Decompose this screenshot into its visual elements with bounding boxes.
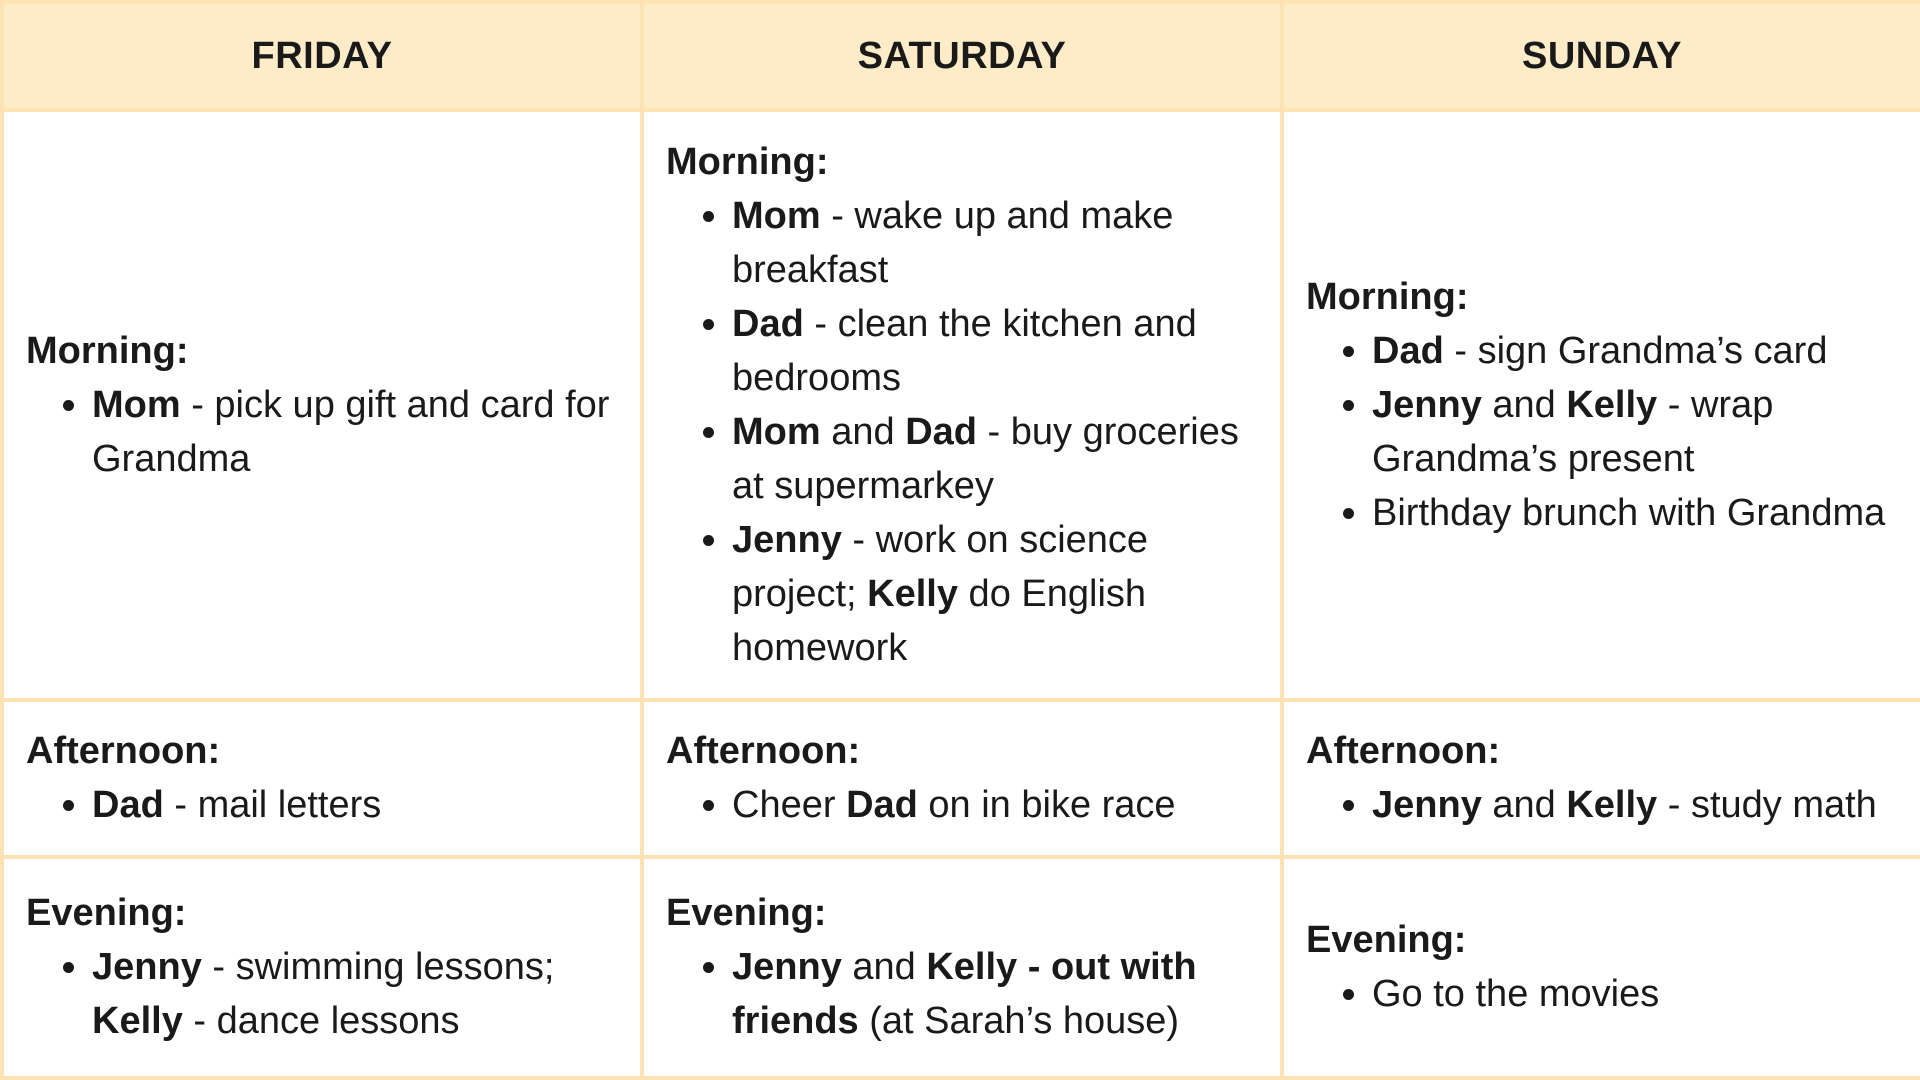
task-person: Kelly [92, 1000, 183, 1043]
task-text: - buy groceries at supermarkey [732, 410, 1239, 507]
task-person: Kelly [1566, 383, 1658, 426]
period-label: Evening: [666, 892, 827, 935]
saturday-afternoon-cell [642, 700, 1282, 857]
task-text: and [1481, 784, 1567, 827]
task-text: - study math [1657, 784, 1877, 827]
task-text: - dance lessons [182, 1000, 460, 1043]
task-item [1372, 778, 1898, 832]
task-text: - clean the kitchen and bedrooms [732, 302, 1197, 399]
task-list [26, 778, 618, 832]
friday-morning-cell [2, 110, 642, 700]
friday-evening-cell [2, 857, 642, 1078]
task-list [26, 940, 618, 1048]
task-text: and [820, 410, 906, 453]
task-person: Jenny [732, 518, 842, 561]
period-label: Morning: [1306, 275, 1469, 318]
task-text: (at Sarah’s house) [858, 1000, 1180, 1043]
task-person: Jenny [732, 946, 842, 989]
task-list [1306, 778, 1898, 832]
task-person: Dad [905, 410, 977, 453]
task-item [732, 940, 1258, 1048]
day-header-row [2, 2, 1920, 110]
task-item [92, 778, 618, 832]
task-item [732, 405, 1258, 513]
period-label: Evening: [1306, 919, 1467, 962]
task-list [666, 940, 1258, 1048]
task-text: - wake up and make breakfast [732, 194, 1174, 291]
morning-row [2, 110, 1920, 700]
sunday-morning-cell [1282, 110, 1920, 700]
task-person: Kelly - out with friends [732, 946, 1197, 1043]
saturday-morning-cell [642, 110, 1282, 700]
period-label: Morning: [666, 140, 829, 183]
period-label: Evening: [26, 892, 187, 935]
task-item [732, 778, 1258, 832]
saturday-evening-cell [642, 857, 1282, 1078]
task-list [1306, 967, 1898, 1021]
task-item [732, 189, 1258, 297]
task-person: Jenny [1372, 383, 1482, 426]
task-person: Kelly [1566, 784, 1658, 827]
task-person: Jenny [1372, 784, 1482, 827]
task-text: - wrap Grandma’s present [1372, 383, 1774, 480]
sunday-evening-cell [1282, 857, 1920, 1078]
sunday-afternoon-cell [1282, 700, 1920, 857]
task-text: - swimming lessons; [201, 946, 555, 989]
task-item [1372, 324, 1898, 378]
task-item [1372, 486, 1898, 540]
task-person: Dad [92, 784, 164, 827]
task-person: Mom [732, 410, 821, 453]
task-item [92, 940, 618, 1048]
task-item [732, 513, 1258, 675]
period-label: Afternoon: [666, 730, 861, 773]
task-item [92, 378, 618, 486]
task-text: - sign Grandma’s card [1443, 329, 1828, 372]
afternoon-row [2, 700, 1920, 857]
task-text: do English homework [732, 572, 1147, 669]
period-label: Afternoon: [1306, 730, 1501, 773]
task-list [666, 778, 1258, 832]
task-person: Mom [92, 383, 181, 426]
task-item [732, 297, 1258, 405]
day-header-friday: FRIDAY [2, 2, 642, 110]
day-header-sunday: SUNDAY [1282, 2, 1920, 110]
task-item [1372, 378, 1898, 486]
period-label: Afternoon: [26, 730, 221, 773]
task-text: and [1481, 383, 1567, 426]
task-text: on in bike race [917, 784, 1176, 827]
task-person: Dad [846, 784, 918, 827]
task-list [1306, 324, 1898, 540]
task-list [26, 378, 618, 486]
evening-row [2, 857, 1920, 1078]
task-person: Dad [732, 302, 804, 345]
task-list [666, 189, 1258, 675]
schedule-body [2, 110, 1920, 1078]
task-text: - pick up gift and card for Grandma [92, 383, 610, 480]
task-item [1372, 967, 1898, 1021]
task-person: Jenny [92, 946, 202, 989]
task-text: - mail letters [163, 784, 382, 827]
period-label: Morning: [26, 329, 189, 372]
task-text: - work on science project; [732, 518, 1149, 615]
task-text: Birthday brunch with Grandma [1372, 491, 1886, 534]
task-person: Mom [732, 194, 821, 237]
task-person: Kelly [867, 572, 958, 615]
task-text: and [841, 946, 927, 989]
day-header-saturday: SATURDAY [642, 2, 1282, 110]
task-text: Go to the movies [1372, 973, 1660, 1016]
task-person: Dad [1372, 329, 1444, 372]
friday-afternoon-cell [2, 700, 642, 857]
task-text: Cheer [732, 784, 847, 827]
